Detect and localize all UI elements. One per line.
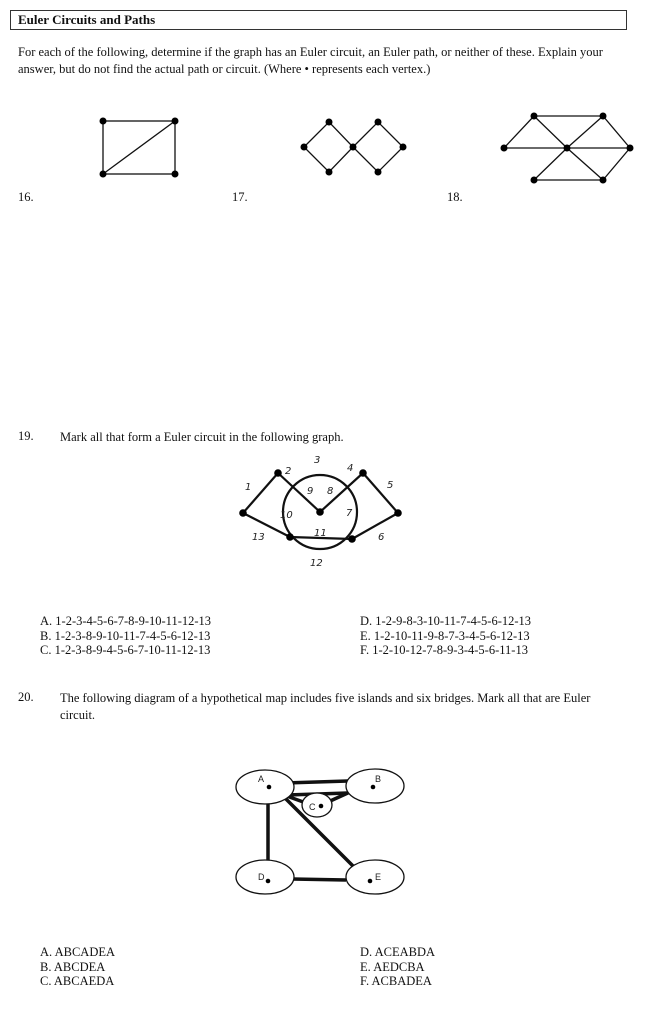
option-d[interactable]: D. ACEABDA [360, 945, 436, 959]
option-e[interactable]: E. AEDCBA [360, 959, 425, 974]
option-f[interactable]: F. ACBADEA [360, 974, 432, 988]
option-c[interactable]: C. 1-2-3-8-9-4-5-6-7-10-11-12-13 [40, 643, 211, 657]
q19-number: 19. [18, 429, 34, 443]
worksheet-title: Euler Circuits and Paths [18, 12, 156, 27]
q17-number: 17. [232, 190, 248, 204]
q20-number: 20. [18, 690, 34, 704]
q16-number: 16. [18, 190, 34, 204]
island-label: E [375, 872, 382, 882]
q20-text: The following diagram of a hypothetical map includes five islands and six bridges. Mark all that are Euler circuit. [60, 691, 591, 722]
q18-number: 18. [447, 190, 463, 204]
edge-label: 5 [387, 480, 394, 491]
island-d [236, 860, 294, 894]
edge-label: 8 [327, 486, 334, 497]
option-b[interactable]: B. ABCDEA [40, 959, 106, 974]
island-label: A [258, 774, 265, 784]
option-b[interactable]: B. 1-2-3-8-9-10-11-7-4-5-6-12-13 [40, 628, 211, 643]
graph-16 [95, 115, 185, 180]
island-label: B [375, 774, 382, 784]
q20-options-left [40, 945, 115, 989]
island-label: D [258, 872, 265, 882]
edge-label: 7 [346, 508, 353, 519]
option-e[interactable]: E. 1-2-10-11-9-8-7-3-4-5-6-12-13 [360, 628, 530, 643]
edge-label: 2 [285, 466, 292, 477]
option-c[interactable]: C. ABCAEDA [40, 974, 115, 988]
graph-17 [295, 115, 415, 180]
island-label: C [309, 802, 316, 812]
title-box [10, 10, 627, 30]
q19-text: Mark all that form a Euler circuit in the following graph. [60, 430, 344, 444]
edge-label: 6 [378, 532, 385, 543]
edge-label: 9 [307, 486, 314, 497]
edge-label: 10 [280, 510, 293, 521]
option-a[interactable]: A. 1-2-3-4-5-6-7-8-9-10-11-12-13 [40, 614, 212, 628]
graph-18 [490, 110, 640, 185]
island-a [236, 770, 294, 804]
island-map [230, 765, 410, 900]
edge-label: 11 [314, 528, 327, 539]
q19-options-left [40, 614, 211, 658]
edge-label: 13 [252, 532, 265, 543]
option-f[interactable]: F. 1-2-10-12-7-8-9-3-4-5-6-11-13 [360, 643, 528, 657]
q19-options-right [360, 614, 531, 658]
q20-options-right [360, 945, 435, 989]
edge-label: 1 [245, 482, 252, 493]
instructions: For each of the following, determine if the graph has an Euler circuit, an Euler path, or neither of these. Explain your answer, but do not find the actual path or circuit. (Where • represents each vertex.) [18, 45, 603, 76]
graph-19 [230, 450, 410, 570]
option-d[interactable]: D. 1-2-9-8-3-10-11-7-4-5-6-12-13 [360, 614, 532, 628]
option-a[interactable]: A. ABCADEA [40, 945, 116, 959]
edge-label: 12 [310, 558, 323, 569]
edge-label: 4 [347, 463, 354, 474]
edge-label: 3 [314, 455, 321, 466]
island-c [302, 793, 332, 817]
